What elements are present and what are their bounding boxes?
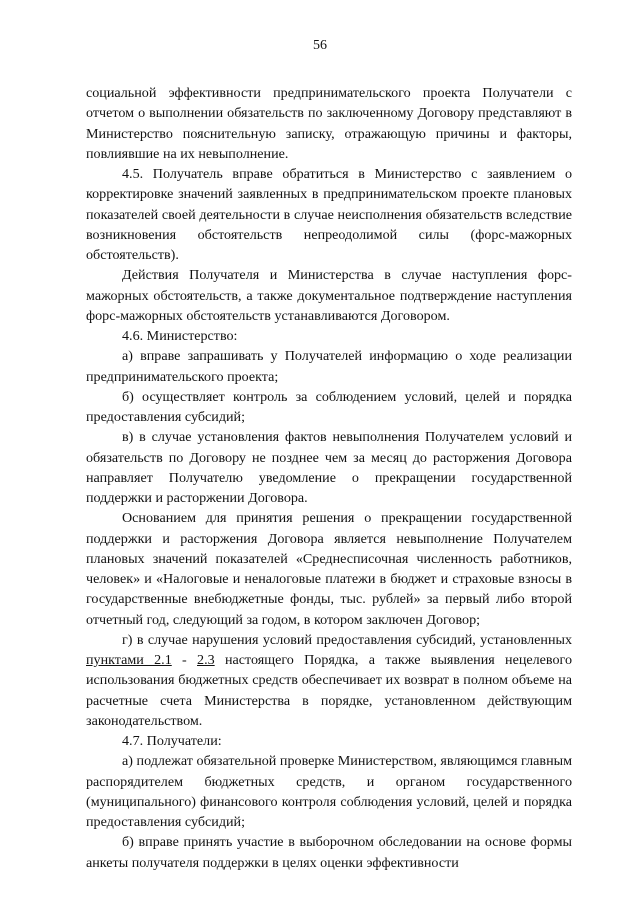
paragraph-item-b: б) осуществляет контроль за соблюдением условий, целей и порядка предоставления субсидий; <box>86 388 572 425</box>
paragraph-text: настоящего Порядка, а также выявления нецелевого использования бюджетных средств обеспечивает их возврат в полном объеме на расчетные счета Министерства в порядке, установленном действующим законодательством. <box>86 652 572 729</box>
paragraph-text: - <box>171 652 198 668</box>
document-body <box>86 83 572 873</box>
paragraph-item-g <box>86 630 572 731</box>
page-number: 56 <box>313 38 327 53</box>
paragraph: Основанием для принятия решения о прекращении государственной поддержки и расторжения Договора является невыполнение Получателем плановых значений показателей «Среднесписочная численность работников, человек» и «Налоговые и неналоговые платежи в бюджет и страховые взносы в государственные внебюджетные фонды, тыс. рублей» за первый либо второй отчетный год, следующий за годом, в котором заключен Договор; <box>86 510 572 628</box>
paragraph-4-5: 4.5. Получатель вправе обратиться в Министерство с заявлением о корректировке значений заявленных в предпринимательском проекте плановых показателей своей деятельности в случае неисполнения обязательств вследствие возникновения обстоятельств непреодолимой силы (форс-мажорных обстоятельств). <box>86 166 572 263</box>
paragraph: социальной эффективности предпринимательского проекта Получатели с отчетом о выполнении обязательств по заключенному Договору представляют в Министерство пояснительную записку, отражающую причины и факторы, повлиявшие на их невыполнение. <box>86 85 572 162</box>
paragraph-4-6-heading: 4.6. Министерство: <box>122 328 238 344</box>
paragraph: Действия Получателя и Министерства в случае наступления форс-мажорных обстоятельств, а также документальное подтверждение наступления форс-мажорных обстоятельств устанавливаются Договором. <box>86 267 572 324</box>
paragraph-item-b: б) вправе принять участие в выборочном обследовании на основе формы анкеты получателя поддержки в целях оценки эффективности <box>86 834 572 871</box>
link-clause-2-1[interactable]: пунктами 2.1 <box>86 652 172 668</box>
paragraph-item-a: а) подлежат обязательной проверке Министерством, являющимся главным распорядителем бюджетных средств, и органом государственного (муниципального) финансового контроля соблюдения условий, целей и порядка предоставления субсидий; <box>86 753 572 830</box>
paragraph-text: г) в случае нарушения условий предоставления субсидий, установленных <box>122 631 572 648</box>
paragraph-item-a: а) вправе запрашивать у Получателей информацию о ходе реализации предпринимательского проекта; <box>86 348 572 385</box>
paragraph-item-v: в) в случае установления фактов невыполнения Получателем условий и обязательств по Договору не позднее чем за месяц до расторжения Договора направляет Получателю уведомление о прекращении государственной поддержки и расторжении Договора. <box>86 429 572 506</box>
link-clause-2-3[interactable]: 2.3 <box>197 652 215 668</box>
paragraph-4-7-heading: 4.7. Получатели: <box>122 733 222 749</box>
